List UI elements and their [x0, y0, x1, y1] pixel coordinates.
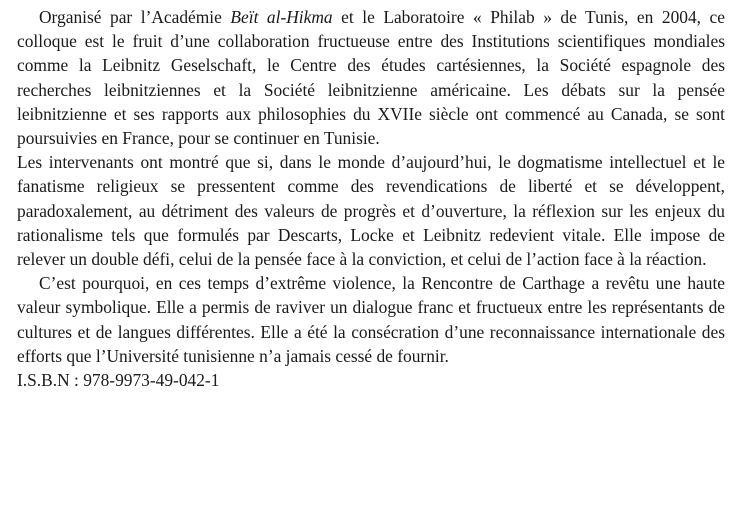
institution-name-italic: Beït al-Hikma	[230, 7, 333, 27]
paragraph-introduction-start: Organisé par l’Académie	[39, 7, 231, 27]
paragraph-interventions: Les intervenants ont montré que si, dans le monde d’aujourd’hui, le dogmatisme intellectuel et le fanatisme religieux se pressentent comme des revendications de liberté et se développent, paradoxalement, au détriment des valeurs de progrès et d’ouverture, la réflexion sur les enjeux du rationalisme tels que formulés par Descarts, Locke et Leibnitz redevient vitale. Elle impose de relever un double défi, celui de la pensée face à la conviction, et celui de l’action face à la réaction.	[17, 152, 725, 270]
paragraph-introduction-rest: et le Laboratoire « Philab » de Tunis, en 2004, ce colloque est le fruit d’une collaboration fructueuse entre des Institutions scientifiques mondiales comme la Leibnitz Geselschaft, le Centre des études cartésiennes, la Société espagnole des recherches leibnitziennes et la Société leibnitzienne américaine. Les débats sur la pensée leibnitzienne et ses rapports aux philosophies du XVIIe siècle ont commencé au Canada, se sont poursuivies en France, pour se continuer en Tunisie.	[17, 7, 725, 149]
paragraph-conclusion: C’est pourquoi, en ces temps d’extrême violence, la Rencontre de Carthage a revêtu une haute valeur symbolique. Elle a permis de raviver un dialogue franc et fructueux entre les représentants de cultures et de langues différentes. Elle a été la consécration d’une reconnaissance internationale des efforts que l’Université tunisienne n’a jamais cessé de fournir.	[17, 273, 725, 366]
paragraph-introduction	[17, 5, 725, 150]
isbn-line: I.S.B.N : 978-9973-49-042-1	[17, 370, 220, 391]
document-body	[17, 5, 725, 392]
